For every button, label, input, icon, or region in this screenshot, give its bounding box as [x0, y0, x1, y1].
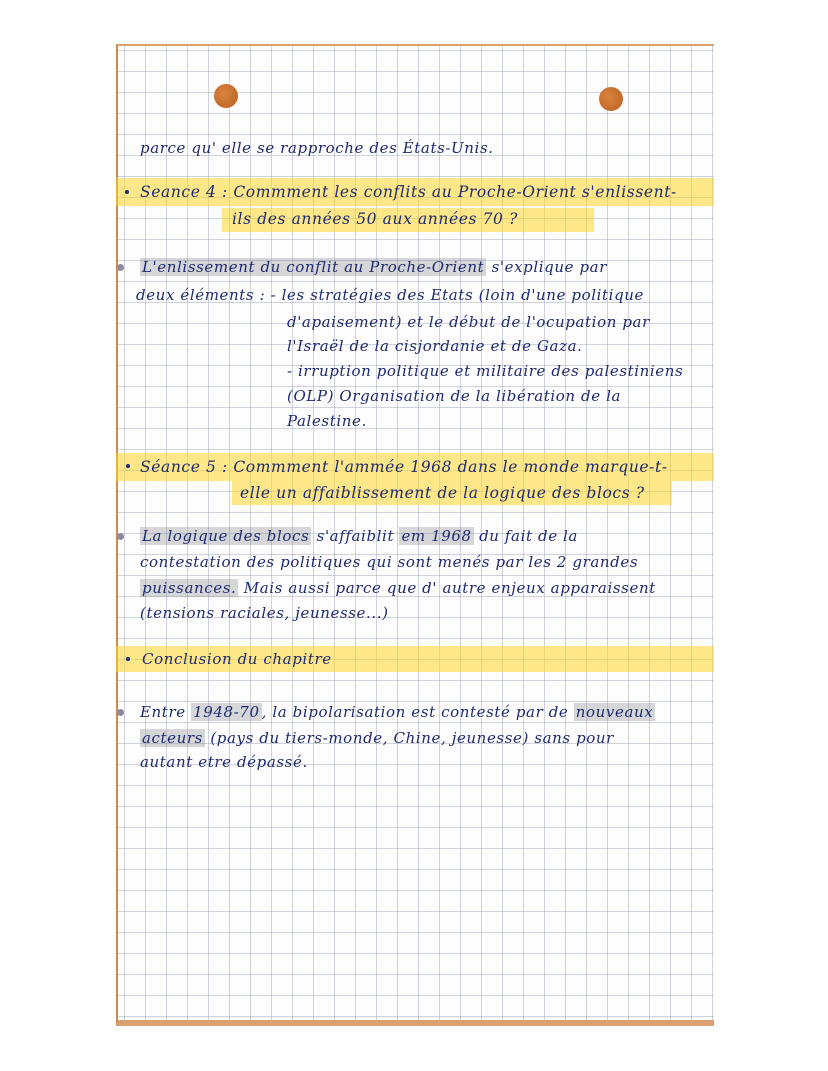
bullet-dot	[117, 264, 124, 271]
text-span: du fait de la	[473, 527, 578, 545]
text-span: , la bipolarisation est contesté par de	[261, 703, 574, 721]
conclusion-para-line2	[140, 729, 614, 747]
conclusion-para-line1	[140, 703, 655, 721]
highlighted-phrase: L'enlissement du conflit au Proche-Orient	[142, 258, 485, 276]
seance4-para-line5: - irruption politique et militaire des palestiniens	[287, 362, 684, 380]
seance4-para-line4: l'Israël de la cisjordanie et de Gaza.	[287, 337, 583, 355]
highlighted-phrase: 1948-70	[193, 703, 260, 721]
highlighted-phrase: nouveaux	[575, 703, 654, 721]
seance4-para-line7: Palestine.	[287, 412, 367, 430]
seance5-title-line1: Séance 5 : Commment l'ammée 1968 dans le monde marque-t-	[140, 458, 668, 476]
highlighted-phrase: La logique des blocs	[142, 527, 310, 545]
punch-hole-right	[599, 87, 623, 111]
bullet-dot	[126, 657, 130, 661]
seance5-para-line1	[140, 527, 578, 545]
text-span: s'affaiblit	[311, 527, 400, 545]
highlighted-phrase: em 1968	[401, 527, 472, 545]
seance5-para-line3	[140, 579, 656, 597]
intro-line: parce qu' elle se rapproche des États-Unis.	[140, 139, 494, 157]
seance4-para-line6: (OLP) Organisation de la libération de la	[287, 387, 622, 405]
text-span: (pays du tiers-monde, Chine, jeunesse) sans pour	[204, 729, 614, 747]
highlighted-phrase: acteurs	[142, 729, 203, 747]
text-span: Mais aussi parce que d' autre enjeux apparaissent	[238, 579, 656, 597]
punch-hole-left	[214, 84, 238, 108]
bullet-dot	[117, 533, 124, 540]
seance5-para-line4: (tensions raciales, jeunesse...)	[140, 604, 389, 622]
conclusion-para-line3: autant etre dépassé.	[140, 753, 308, 771]
seance4-title-line2: ils des années 50 aux années 70 ?	[232, 210, 518, 228]
highlighted-phrase: puissances.	[142, 579, 237, 597]
seance4-title-line1: Seance 4 : Commment les conflits au Proche-Orient s'enlissent-	[140, 183, 677, 201]
seance4-para-line1	[140, 258, 607, 276]
text-span: s'explique par	[486, 258, 607, 276]
conclusion-title: Conclusion du chapitre	[142, 650, 332, 668]
bullet-dot	[125, 190, 129, 194]
text-span: Entre	[140, 703, 192, 721]
seance5-title-line2: elle un affaiblissement de la logique des blocs ?	[240, 484, 645, 502]
bullet-dot	[117, 709, 124, 716]
seance5-para-line2: contestation des politiques qui sont menés par les 2 grandes	[140, 553, 639, 571]
seance4-para-line2: deux éléments : - les stratégies des Etats (loin d'une politique	[136, 286, 645, 304]
seance4-para-line3: d'apaisement) et le début de l'ocupation par	[287, 313, 650, 331]
bullet-dot	[126, 464, 130, 468]
